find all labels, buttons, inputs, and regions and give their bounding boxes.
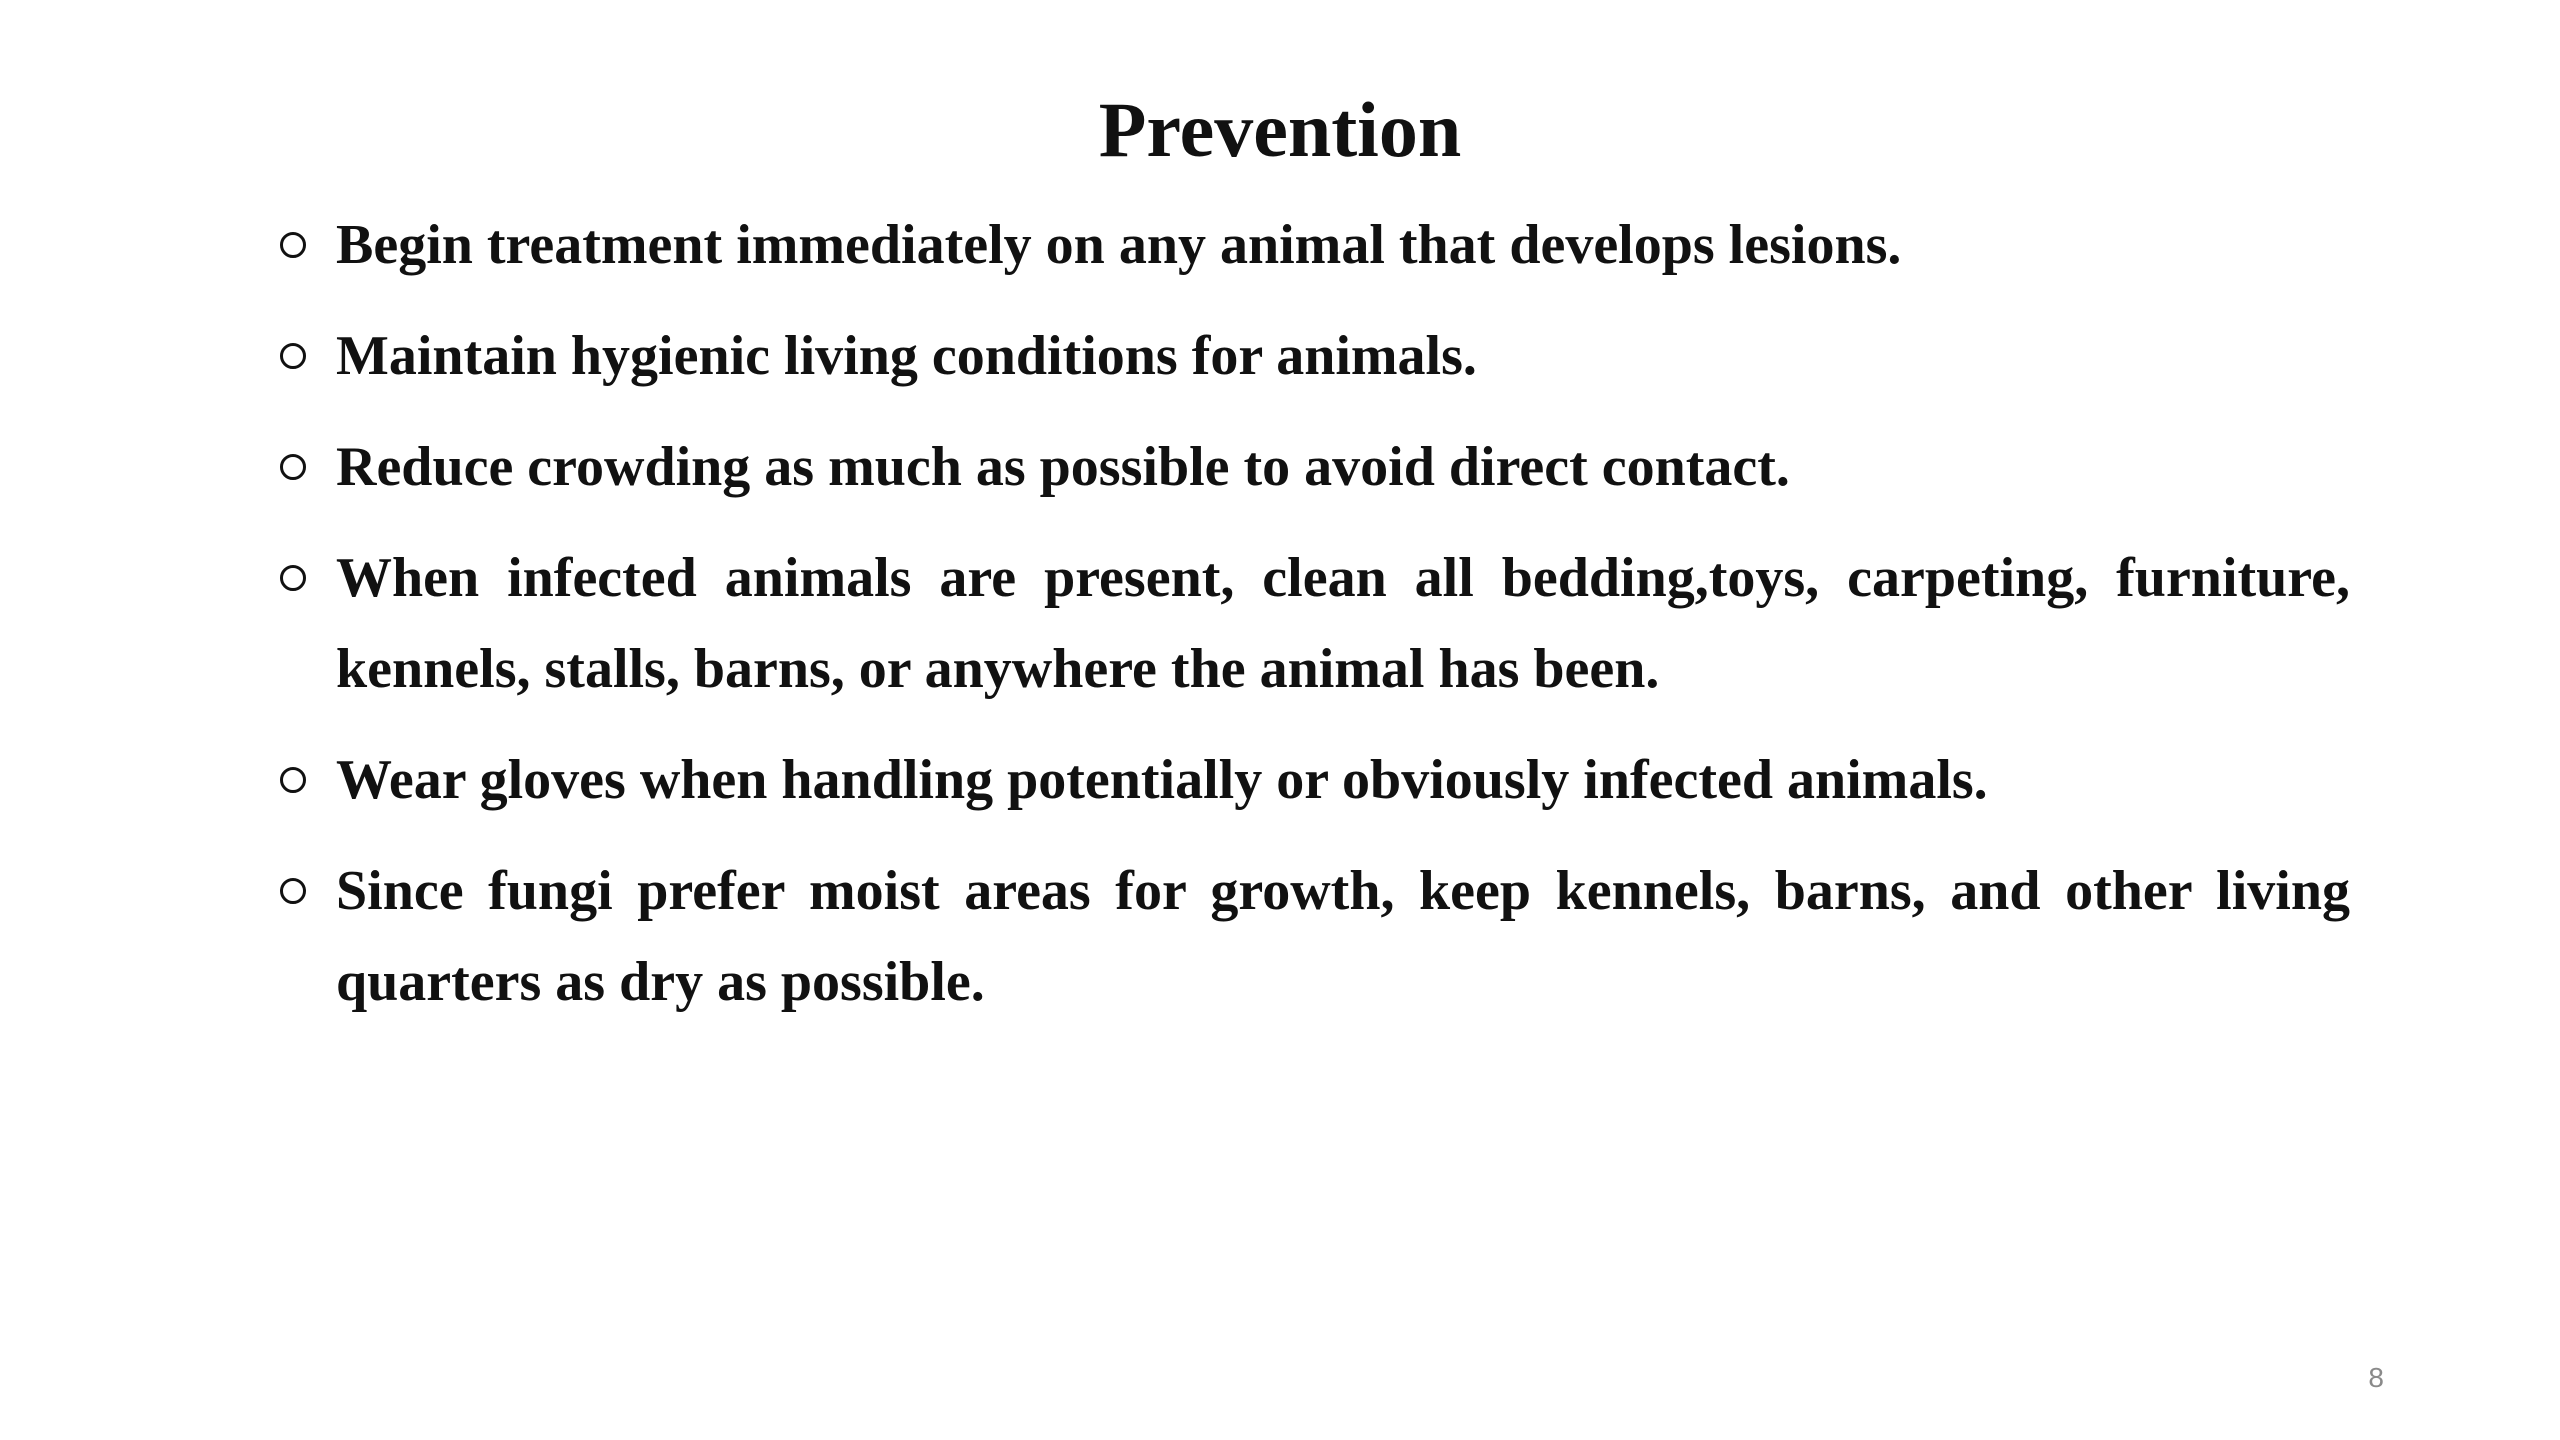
slide-title: Prevention <box>1098 86 1462 173</box>
bullet-item <box>270 422 2350 513</box>
bullet-text: Begin treatment immediately on any animal that develops lesions. <box>336 214 1902 276</box>
hollow-circle-icon <box>280 343 306 369</box>
bullet-item <box>270 311 2350 402</box>
hollow-circle-icon <box>280 454 306 480</box>
bullet-item <box>270 200 2350 291</box>
bullet-text: Maintain hygienic living conditions for animals. <box>336 325 1477 387</box>
bullet-list <box>270 200 2350 1048</box>
bullet-item <box>270 735 2350 826</box>
bullet-item <box>270 533 2350 715</box>
bullet-text: Wear gloves when handling potentially or obviously infected animals. <box>336 749 1988 811</box>
hollow-circle-icon <box>280 565 306 591</box>
bullet-text: Since fungi prefer moist areas for growth, keep kennels, barns, and other living quarters as dry as possible. <box>336 860 2350 1013</box>
bullet-text: Reduce crowding as much as possible to avoid direct contact. <box>336 436 1790 498</box>
page-number: 8 <box>2368 1362 2384 1393</box>
hollow-circle-icon <box>280 232 306 258</box>
hollow-circle-icon <box>280 767 306 793</box>
bullet-text: When infected animals are present, clean all bedding,toys, carpeting, furniture, kennels, stalls, barns, or anywhere the animal has been. <box>336 547 2350 700</box>
bullet-item <box>270 846 2350 1028</box>
hollow-circle-icon <box>280 878 306 904</box>
